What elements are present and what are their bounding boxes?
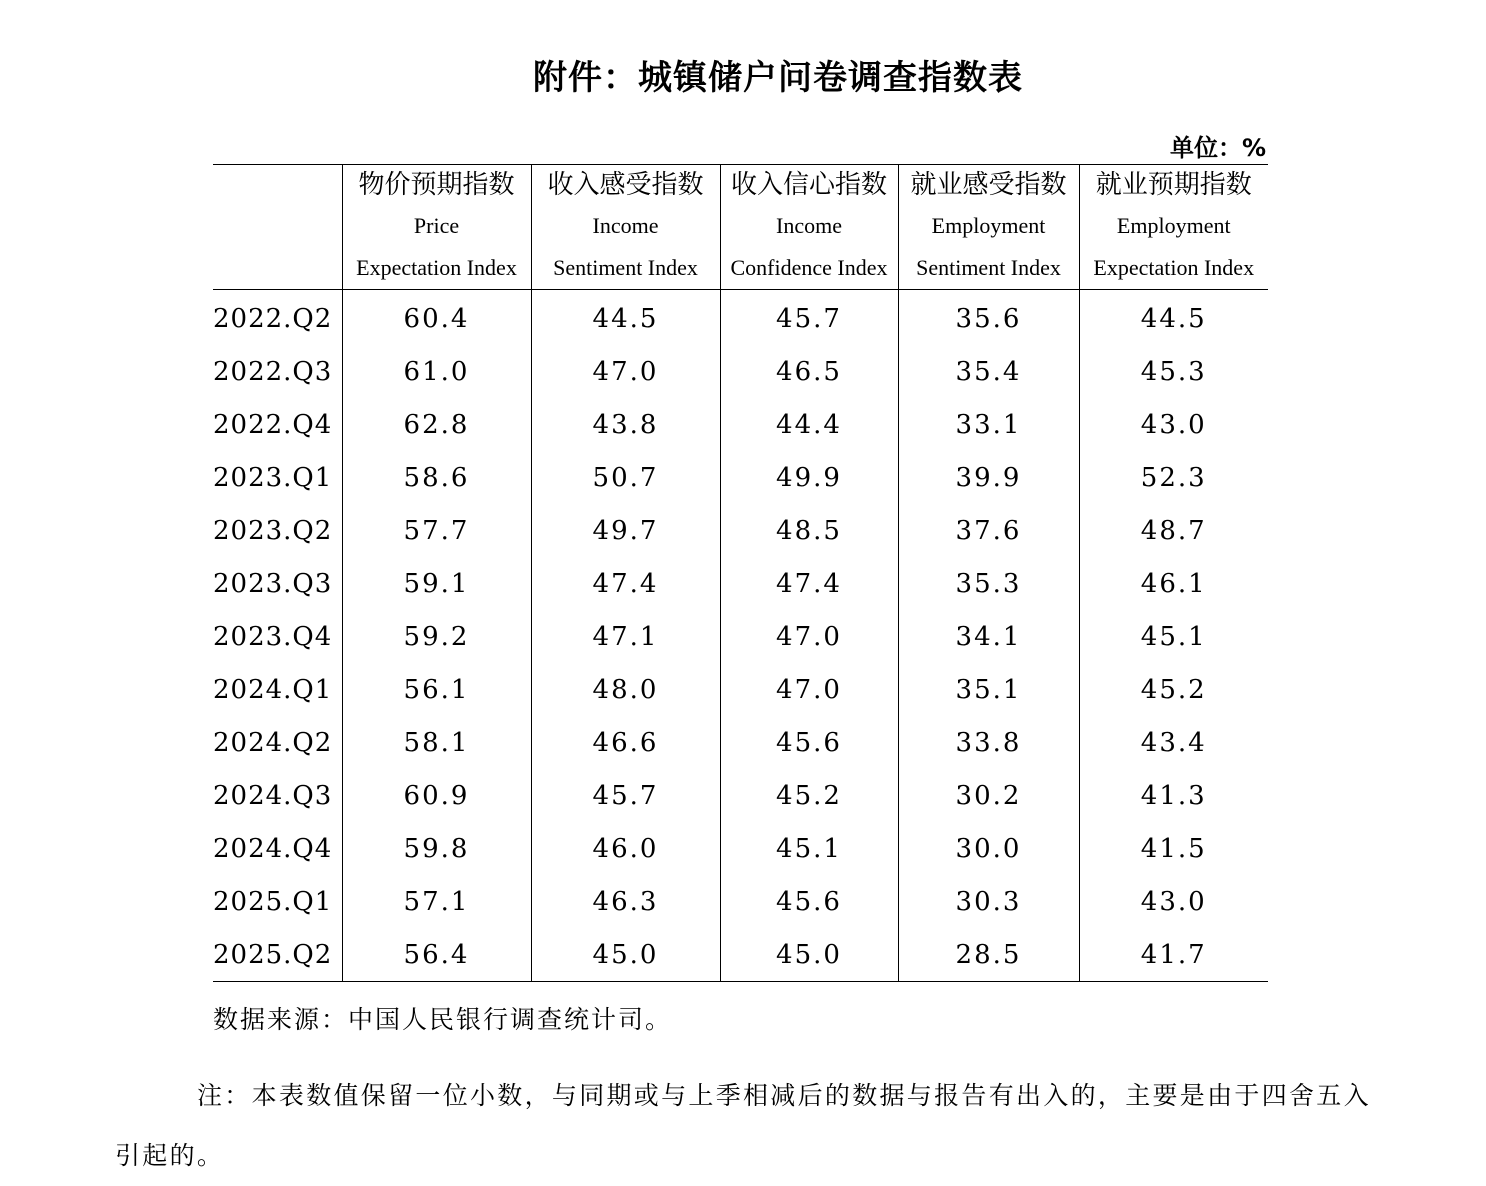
table-cell: 59.1 bbox=[342, 557, 531, 610]
table-cell: 33.8 bbox=[898, 716, 1079, 769]
table-cell: 45.7 bbox=[531, 769, 720, 822]
table-cell: 45.1 bbox=[1079, 610, 1268, 663]
column-header-cn: 收入感受指数 bbox=[547, 170, 704, 200]
table-cell: 56.1 bbox=[342, 663, 531, 716]
table-cell: 46.5 bbox=[720, 345, 898, 398]
table-row bbox=[213, 398, 1268, 451]
table-cell: 48.0 bbox=[531, 663, 720, 716]
table-cell: 45.7 bbox=[720, 290, 898, 346]
table-cell: 47.0 bbox=[720, 610, 898, 663]
table-cell: 48.5 bbox=[720, 504, 898, 557]
unit-label: 单位：% bbox=[1169, 134, 1266, 162]
table-cell: 43.0 bbox=[1079, 875, 1268, 928]
table-cell: 46.1 bbox=[1079, 557, 1268, 610]
table-cell: 48.7 bbox=[1079, 504, 1268, 557]
table-row bbox=[213, 610, 1268, 663]
table-cell: 46.6 bbox=[531, 716, 720, 769]
table-row bbox=[213, 451, 1268, 504]
table-cell: 45.0 bbox=[720, 928, 898, 982]
row-period: 2023.Q2 bbox=[213, 515, 333, 546]
column-header-en: Price bbox=[413, 213, 460, 238]
table-cell: 60.4 bbox=[342, 290, 531, 346]
column-header bbox=[531, 165, 720, 290]
table-cell: 39.9 bbox=[898, 451, 1079, 504]
table-cell: 47.4 bbox=[720, 557, 898, 610]
row-period: 2024.Q2 bbox=[213, 727, 333, 758]
table-cell: 62.8 bbox=[342, 398, 531, 451]
row-period: 2024.Q1 bbox=[213, 674, 333, 705]
column-header bbox=[342, 165, 531, 290]
table-cell: 52.3 bbox=[1079, 451, 1268, 504]
row-period: 2025.Q2 bbox=[213, 939, 333, 970]
table-cell: 44.5 bbox=[531, 290, 720, 346]
column-header-en: Employment bbox=[931, 213, 1046, 238]
row-period: 2023.Q4 bbox=[213, 621, 333, 652]
table-cell: 50.7 bbox=[531, 451, 720, 504]
column-header-en: Confidence Index bbox=[730, 255, 888, 280]
table-cell: 33.1 bbox=[898, 398, 1079, 451]
table-row bbox=[213, 290, 1268, 346]
table-cell: 41.3 bbox=[1079, 769, 1268, 822]
column-header-cn: 物价预期指数 bbox=[358, 170, 515, 200]
table-cell: 45.0 bbox=[531, 928, 720, 982]
row-period: 2022.Q3 bbox=[213, 356, 333, 387]
table-cell: 57.7 bbox=[342, 504, 531, 557]
row-period: 2025.Q1 bbox=[213, 886, 333, 917]
column-header-en: Income bbox=[592, 213, 659, 238]
table-cell: 30.3 bbox=[898, 875, 1079, 928]
table-cell: 47.1 bbox=[531, 610, 720, 663]
table-cell: 30.2 bbox=[898, 769, 1079, 822]
table-cell: 49.7 bbox=[531, 504, 720, 557]
table-row bbox=[213, 663, 1268, 716]
table-row bbox=[213, 769, 1268, 822]
column-header-en: Employment bbox=[1116, 213, 1231, 238]
table-row bbox=[213, 716, 1268, 769]
table-cell: 60.9 bbox=[342, 769, 531, 822]
table-cell: 59.2 bbox=[342, 610, 531, 663]
table-cell: 28.5 bbox=[898, 928, 1079, 982]
table-cell: 47.0 bbox=[531, 345, 720, 398]
table-cell: 45.6 bbox=[720, 716, 898, 769]
table-cell: 35.4 bbox=[898, 345, 1079, 398]
page-title: 附件：城镇储户问卷调查指数表 bbox=[533, 58, 1023, 98]
table-cell: 35.6 bbox=[898, 290, 1079, 346]
table-cell: 46.0 bbox=[531, 822, 720, 875]
index-table bbox=[213, 164, 1268, 982]
column-header-en: Expectation Index bbox=[356, 255, 517, 280]
table-cell: 41.5 bbox=[1079, 822, 1268, 875]
table-cell: 45.1 bbox=[720, 822, 898, 875]
table-cell: 43.4 bbox=[1079, 716, 1268, 769]
column-header-cn: 就业感受指数 bbox=[910, 170, 1067, 200]
table-body bbox=[213, 290, 1268, 982]
table-row bbox=[213, 345, 1268, 398]
column-header-en: Sentiment Index bbox=[916, 255, 1061, 280]
table-cell: 46.3 bbox=[531, 875, 720, 928]
table-cell: 45.6 bbox=[720, 875, 898, 928]
table-cell: 58.1 bbox=[342, 716, 531, 769]
table-row bbox=[213, 557, 1268, 610]
table-cell: 45.2 bbox=[720, 769, 898, 822]
table-cell: 47.4 bbox=[531, 557, 720, 610]
column-header-cn: 就业预期指数 bbox=[1095, 170, 1252, 200]
table-row bbox=[213, 504, 1268, 557]
header-period-blank bbox=[213, 165, 342, 290]
row-period: 2024.Q3 bbox=[213, 780, 333, 811]
row-period: 2022.Q4 bbox=[213, 409, 333, 440]
table-row bbox=[213, 875, 1268, 928]
row-period: 2024.Q4 bbox=[213, 833, 333, 864]
column-header-en: Expectation Index bbox=[1093, 255, 1255, 280]
column-header bbox=[1079, 165, 1268, 290]
column-header bbox=[898, 165, 1079, 290]
table-cell: 37.6 bbox=[898, 504, 1079, 557]
table-cell: 43.8 bbox=[531, 398, 720, 451]
row-period: 2023.Q3 bbox=[213, 568, 333, 599]
table-row bbox=[213, 928, 1268, 982]
table-cell: 58.6 bbox=[342, 451, 531, 504]
table-cell: 34.1 bbox=[898, 610, 1079, 663]
data-source-note: 数据来源：中国人民银行调查统计司。 bbox=[213, 1005, 673, 1034]
table-header-row bbox=[213, 165, 1268, 290]
column-header-en: Sentiment Index bbox=[553, 255, 698, 280]
column-header-en: Income bbox=[776, 213, 842, 238]
table-cell: 56.4 bbox=[342, 928, 531, 982]
column-header-cn: 收入信心指数 bbox=[730, 170, 887, 200]
table-cell: 35.1 bbox=[898, 663, 1079, 716]
table-cell: 59.8 bbox=[342, 822, 531, 875]
column-header bbox=[720, 165, 898, 290]
table-cell: 44.5 bbox=[1079, 290, 1268, 346]
table-cell: 41.7 bbox=[1079, 928, 1268, 982]
table-cell: 45.3 bbox=[1079, 345, 1268, 398]
table-cell: 44.4 bbox=[720, 398, 898, 451]
table-cell: 57.1 bbox=[342, 875, 531, 928]
table-cell: 45.2 bbox=[1079, 663, 1268, 716]
table-cell: 35.3 bbox=[898, 557, 1079, 610]
table-cell: 30.0 bbox=[898, 822, 1079, 875]
table-cell: 61.0 bbox=[342, 345, 531, 398]
table-cell: 47.0 bbox=[720, 663, 898, 716]
row-period: 2023.Q1 bbox=[213, 462, 333, 493]
table-cell: 43.0 bbox=[1079, 398, 1268, 451]
table-cell: 49.9 bbox=[720, 451, 898, 504]
footnote: 注：本表数值保留一位小数，与同期或与上季相减后的数据与报告有出入的，主要是由于四舍五入引起的。 bbox=[115, 1081, 1371, 1170]
row-period: 2022.Q2 bbox=[213, 303, 333, 334]
table-row bbox=[213, 822, 1268, 875]
